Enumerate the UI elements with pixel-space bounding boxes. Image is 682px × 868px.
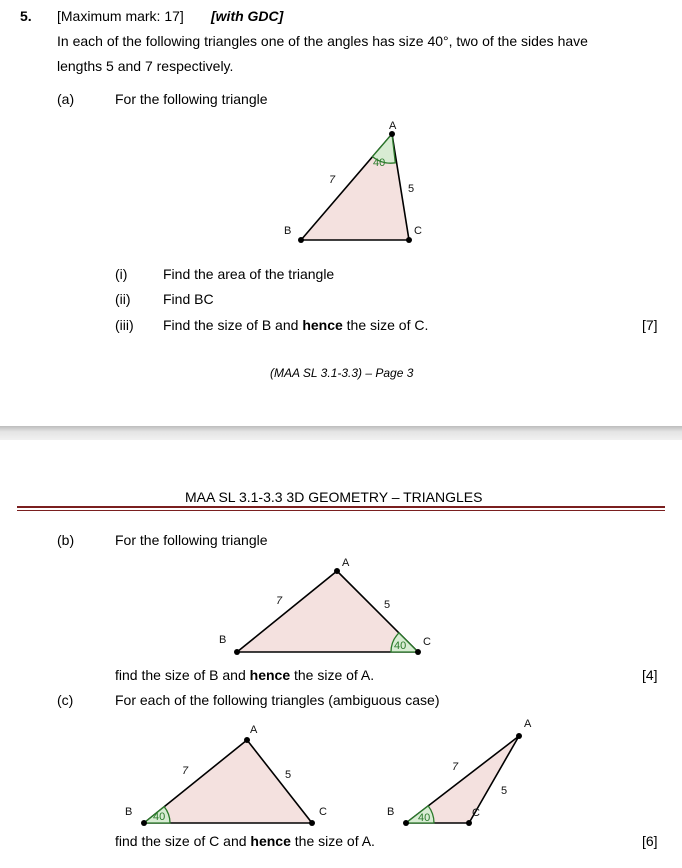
label-a-c2: A	[524, 718, 532, 730]
item-i-text: Find the area of the triangle	[163, 266, 335, 282]
vertex-c-c2	[466, 820, 472, 826]
side-ac-c2: 5	[501, 785, 508, 797]
item-i-num: (i)	[115, 266, 128, 282]
vertex-a-c2	[516, 733, 522, 739]
label-b-b: B	[219, 634, 227, 646]
side-ab-c2: 7	[452, 761, 459, 773]
item-ii-num: (ii)	[115, 291, 131, 307]
side-ab-a: 7	[329, 174, 336, 186]
label-b-c1: B	[125, 806, 133, 818]
part-c-lead: For each of the following triangles (ambiguous case)	[115, 692, 440, 708]
part-c-question: find the size of C and hence the size of A.	[115, 833, 375, 849]
item-ii-text: Find BC	[163, 291, 214, 307]
page-header: MAA SL 3.1-3.3 3D GEOMETRY – TRIANGLES	[185, 489, 483, 505]
item-iii-text: Find the size of B and hence the size of C.	[163, 317, 429, 333]
label-c-c1: C	[319, 806, 327, 818]
label-a-a: A	[389, 120, 397, 132]
angle-c1-value: 40	[153, 811, 166, 823]
label-b-c2: B	[387, 806, 395, 818]
label-c-c2: C	[472, 807, 480, 819]
part-b-marks: [4]	[642, 667, 658, 683]
part-a-label: (a)	[57, 91, 75, 107]
page-footer: (MAA SL 3.1-3.3) – Page 3	[270, 366, 414, 380]
angle-c2-value: 40	[418, 812, 431, 824]
angle-a-value: 40	[373, 157, 386, 169]
side-ac-c1: 5	[285, 769, 292, 781]
part-a-marks: [7]	[642, 317, 658, 333]
gdc-note: [with GDC]	[211, 8, 284, 24]
part-b-lead: For the following triangle	[115, 532, 268, 548]
question-number: 5.	[20, 8, 32, 24]
side-ac-a: 5	[408, 183, 415, 195]
part-b-question: find the size of B and hence the size of A.	[115, 667, 375, 683]
label-a-b: A	[342, 557, 350, 569]
part-c-label: (c)	[57, 692, 74, 708]
part-a-lead: For the following triangle	[115, 91, 268, 107]
max-mark: [Maximum mark: 17]	[57, 8, 184, 24]
label-c-a: C	[414, 225, 422, 237]
intro-line-1: In each of the following triangles one of the angles has size 40°, two of the sides have	[57, 33, 588, 49]
label-c-b: C	[423, 636, 431, 648]
label-b-a: B	[284, 225, 292, 237]
side-ac-b: 5	[384, 599, 391, 611]
angle-b-value: 40	[394, 640, 407, 652]
part-b-label: (b)	[57, 532, 75, 548]
label-a-c1: A	[250, 724, 258, 736]
intro-line-2: lengths 5 and 7 respectively.	[57, 58, 234, 74]
item-iii-num: (iii)	[115, 317, 134, 333]
vertex-b-c2	[403, 820, 409, 826]
side-ab-c1: 7	[182, 765, 189, 777]
side-ab-b: 7	[276, 595, 283, 607]
part-c-marks: [6]	[642, 833, 658, 849]
